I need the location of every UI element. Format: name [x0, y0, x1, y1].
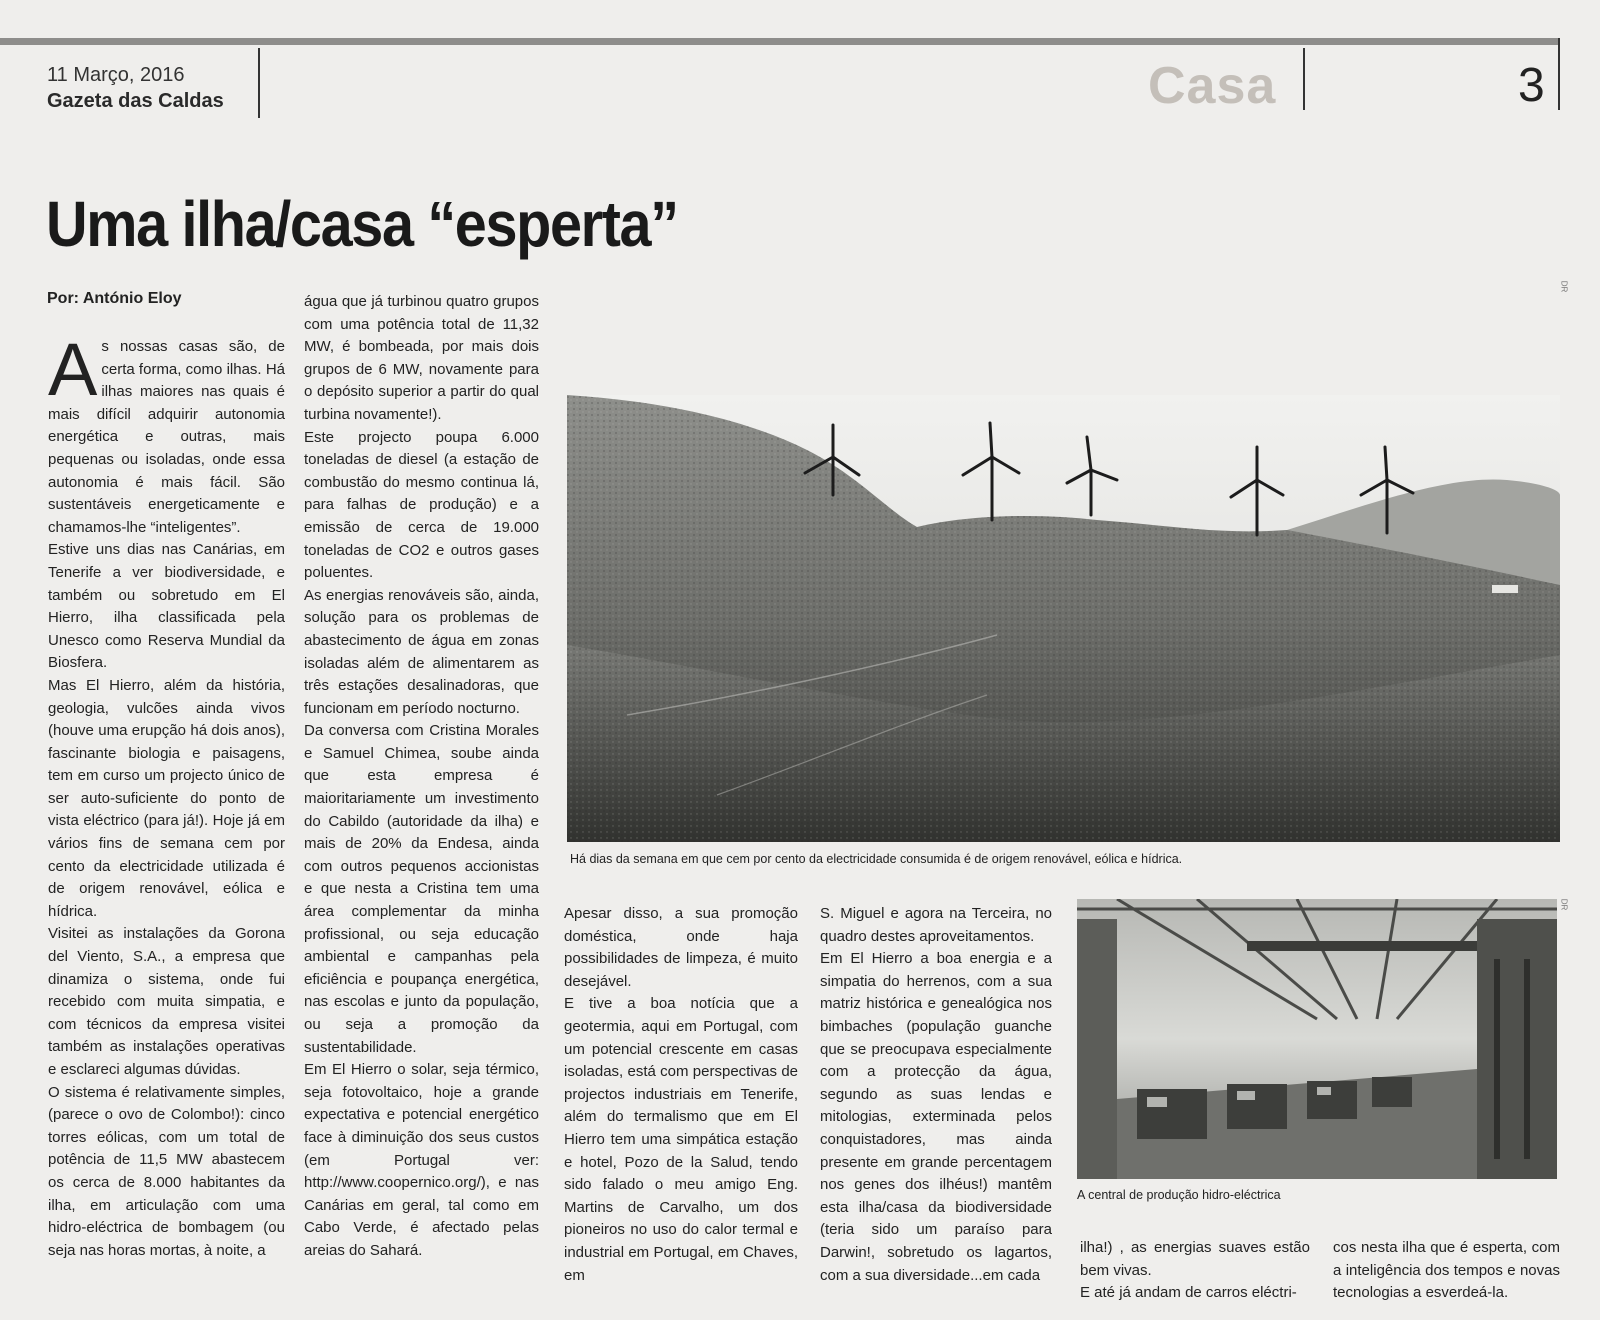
header-divider [1303, 48, 1305, 110]
section-name: Casa [1148, 57, 1277, 115]
paragraph: Da conversa com Cristina Morales e Samuel Chimea, soube ainda que esta empresa é maioritariamente um investimento do Cabildo (autoridade da ilha) e mais de 20% da Endesa, ainda com outros pequenos accionistas e que nesta a Cristina tem uma área complementar da minha profissional, ou seja educação ambiental e campanhas pela eficiência e poupança energética, nas escolas e junto da população, ou seja a promoção da sustentabilidade. [304, 722, 539, 1056]
paragraph: Este projecto poupa 6.000 toneladas de diesel (a estação de combustão do mesmo continua lá, para falhas de produção) e a emissão de cerca de 19.000 toneladas de CO2 e outros gases poluentes. [304, 428, 539, 582]
newspaper-name: Gazeta das Caldas [47, 90, 224, 112]
hydro-electric-hall-image [1077, 899, 1557, 1179]
paragraph: cos nesta ilha que é esperta, com a inteligência dos tempos e novas tecnologias a esverdeá-la. [1333, 1239, 1560, 1302]
article-column-1 [48, 336, 285, 1310]
header-divider [1558, 38, 1560, 110]
paragraph: E até já andam de carros eléctri- [1080, 1284, 1297, 1302]
paragraph: Mas El Hierro, além da história, geologia, vulcões ainda vivos (houve uma erupção há dois anos), fascinante biologia e paisagens, tem em curso um projecto único de ser auto-suficiente do ponto de vista eléctrico (para já!). Hoje já em vários fins de semana cem por cento da electricidade utilizada é de origem renovável, eólica e hídrica. [48, 676, 285, 920]
article-column-5 [1080, 1237, 1310, 1311]
paragraph: As energias renováveis são, ainda, solução para os problemas de abastecimento de água em zonas isoladas além de alimentarem as três estações desalinadoras, que funcionam em período nocturno. [304, 586, 539, 717]
byline: Por: António Eloy [47, 290, 182, 307]
issue-date: 11 Março, 2016 [47, 64, 185, 86]
paragraph: Em El Hierro o solar, seja térmico, seja fotovoltaico, hoje a grande expectativa e potencial energético face à diminuição dos seus custos (em Portugal ver: http://www.coopernico.org/), e nas Canárias em geral, tal como em Cabo Verde, é afectado pelas areias do Sahará. [304, 1061, 539, 1259]
paragraph: O sistema é relativamente simples, (parece o ovo de Colombo!): cinco torres eólicas, com um total de potência de 11,5 MW abastecem os cerca de 8.000 habitantes da ilha, em articulação com uma hidro-eléctrica de bombagem (ou seja nas horas mortas, à noite, a [48, 1083, 285, 1259]
photo-credit: DR [1559, 280, 1569, 293]
wind-turbines-photo [567, 395, 1560, 842]
header-divider [258, 48, 260, 118]
hydro-photo-caption: A central de produção hidro-eléctrica [1077, 1188, 1281, 1202]
article-column-4 [820, 903, 1052, 1311]
paragraph: s nossas casas são, de certa forma, como ilhas. Há ilhas maiores nas quais é mais difícil adquirir autonomia energética e outras, mais pequenas ou isoladas, onde essa autonomia é mais fácil. São sustentáveis energeticamente e chamamos-lhe “inteligentes”. [48, 338, 285, 536]
wind-turbines-landscape-image [567, 395, 1560, 842]
article-column-6 [1333, 1237, 1560, 1311]
article-column-3 [564, 903, 798, 1311]
hydro-plant-photo [1077, 899, 1557, 1179]
paragraph: Visitei as instalações da Gorona del Viento, S.A., a empresa que dinamiza o sistema, onde fui recebido com muita simpatia, e com técnicos da empresa visitei também as instalações operativas e esclareci algumas dúvidas. [48, 925, 285, 1078]
photo-credit: DR [1559, 898, 1569, 911]
paragraph: Apesar disso, a sua promoção doméstica, onde haja possibilidades de limpeza, é muito desejável. [564, 905, 798, 990]
paragraph: água que já turbinou quatro grupos com uma potência total de 11,32 MW, é bombeada, por mais dois grupos de 6 MW, novamente para o depósito superior a partir do qual turbina novamente!). [304, 293, 539, 423]
drop-cap: A [48, 336, 98, 411]
paragraph: S. Miguel e agora na Terceira, no quadro destes aproveitamentos. [820, 905, 1052, 945]
page-number: 3 [1518, 59, 1545, 112]
article-column-2 [304, 291, 539, 1311]
top-rule [0, 38, 1560, 45]
paragraph: E tive a boa notícia que a geotermia, aqui em Portugal, com um potencial crescente em casas isoladas, está com perspectivas de projectos industriais em Tenerife, além do termalismo que em El Hierro tem uma simpática estação e hotel, Pozo de la Salud, tendo sido falado o meu amigo Eng. Martins de Carvalho, um dos pioneiros no uso do calor termal e industrial em Portugal, em Chaves, em [564, 995, 798, 1284]
article-headline: Uma ilha/casa “esperta” [46, 188, 678, 260]
paragraph: Estive uns dias nas Canárias, em Tenerife a ver biodiversidade, e também ou sobretudo em El Hierro, ilha classificada pela Unesco como Reserva Mundial da Biosfera. [48, 541, 285, 672]
main-photo-caption: Há dias da semana em que cem por cento da electricidade consumida é de origem renovável, eólica e hídrica. [570, 852, 1183, 866]
paragraph: ilha!) , as energias suaves estão bem vivas. [1080, 1239, 1310, 1279]
paragraph: Em El Hierro a boa energia e a simpatia do herrenos, com a sua matriz histórica e genealógica nos bimbaches (população guanche que se preocupava especialmente com a protecção da água, segundo as suas lendas e mitologias, exterminada pelos conquistadores, mas ainda presente em grande percentagem nos genes dos ilhéus!) mantêm esta ilha/casa da biodiversidade (teria sido um paraíso para Darwin!, sobretudo os lagartos, com a sua diversidade...em cada [820, 950, 1052, 1284]
